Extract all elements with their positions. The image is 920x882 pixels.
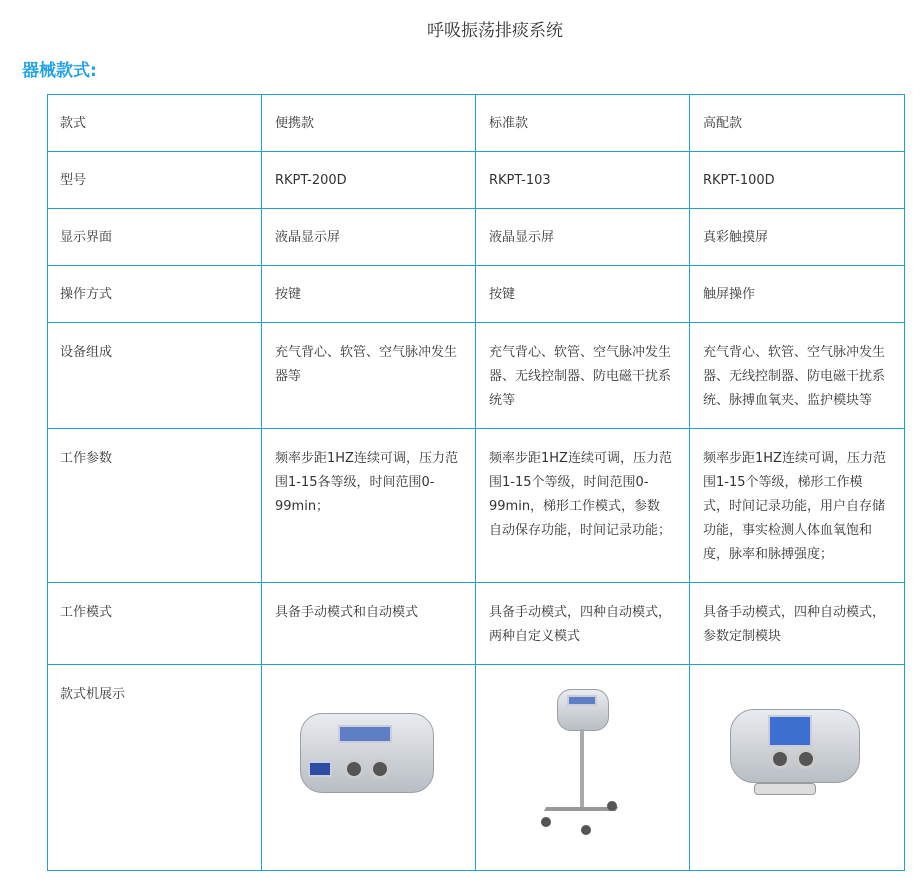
table-row [48,266,905,323]
table-cell: 频率步距1HZ连续可调，压力范围1-15个等级，梯形工作模式，时间记录功能，用户自存储功能，事实检测人体血氧饱和度，脉率和脉搏强度； [690,429,905,583]
table-cell [262,665,476,871]
row-label: 工作参数 [48,429,262,583]
table-row [48,152,905,209]
table-cell: 高配款 [690,95,905,152]
row-label: 显示界面 [48,209,262,266]
table-cell: 液晶显示屏 [476,209,690,266]
table-cell: RKPT-200D [262,152,476,209]
page-title: 呼吸振荡排痰系统 [427,21,563,41]
table-row [48,323,905,429]
standard-device-image [541,689,621,839]
table-cell: 具备手动模式和自动模式 [262,583,476,665]
table-row [48,429,905,583]
row-label: 款式 [48,95,262,152]
table-cell: 频率步距1HZ连续可调，压力范围1-15各等级，时间范围0-99min； [262,429,476,583]
table-cell [476,665,690,871]
table-cell: RKPT-100D [690,152,905,209]
table-cell: 按键 [476,266,690,323]
table-cell: RKPT-103 [476,152,690,209]
table-cell: 充气背心、软管、空气脉冲发生器、无线控制器、防电磁干扰系统、脉搏血氧夹、监护模块等 [690,323,905,429]
table-cell: 充气背心、软管、空气脉冲发生器等 [262,323,476,429]
table-row [48,583,905,665]
row-label: 款式机展示 [48,665,262,871]
row-label: 操作方式 [48,266,262,323]
table-cell: 标准款 [476,95,690,152]
device-spec-table [47,94,905,871]
table-cell: 真彩触摸屏 [690,209,905,266]
table-row [48,95,905,152]
table-row [48,209,905,266]
row-label: 型号 [48,152,262,209]
section-title: 器械款式: [22,61,97,81]
table-cell: 液晶显示屏 [262,209,476,266]
row-label: 设备组成 [48,323,262,429]
premium-device-image [730,709,860,799]
table-cell: 便携款 [262,95,476,152]
portable-device-image [300,713,434,793]
row-label: 工作模式 [48,583,262,665]
table-cell: 充气背心、软管、空气脉冲发生器、无线控制器、防电磁干扰系统等 [476,323,690,429]
table-cell: 具备手动模式，四种自动模式，参数定制模块 [690,583,905,665]
table-cell: 具备手动模式，四种自动模式，两种自定义模式 [476,583,690,665]
table-cell: 触屏操作 [690,266,905,323]
table-row [48,665,905,871]
table-cell: 频率步距1HZ连续可调，压力范围1-15个等级，时间范围0-99min，梯形工作模式，参数自动保存功能，时间记录功能； [476,429,690,583]
table-cell [690,665,905,871]
table-cell: 按键 [262,266,476,323]
